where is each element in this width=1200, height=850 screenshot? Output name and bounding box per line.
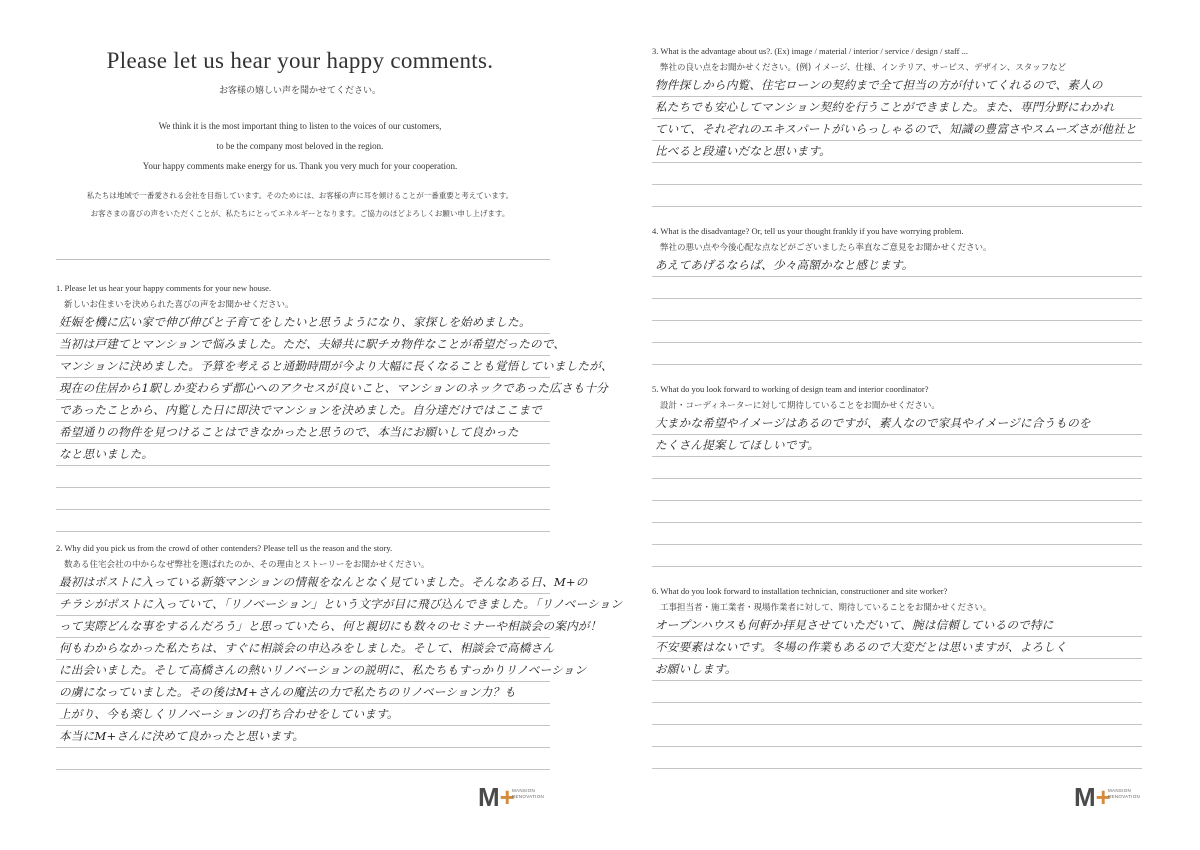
- intro-ja-line: 私たちは地域で一番愛される会社を目指しています。そのためには、お客様の声に耳を傾けることが一番重要と考えています。: [86, 191, 514, 200]
- answer-4: [652, 255, 1142, 365]
- question-5-en: 5. What do you look forward to working of design team and interior coordinator?: [652, 384, 929, 394]
- logo-plus: +: [1095, 782, 1111, 812]
- intro-en-line: Your happy comments make energy for us. Thank you very much for your cooperation.: [142, 161, 458, 171]
- answer-line: [652, 277, 1142, 299]
- answer-line: [652, 343, 1142, 365]
- answer-line: 上がり、今も楽しくリノベーションの打ち合わせをしています。: [56, 704, 550, 726]
- intro-divider: [56, 259, 550, 260]
- answer-6: [652, 615, 1142, 769]
- answer-line: [652, 747, 1142, 769]
- logo-letter: M: [478, 782, 500, 812]
- logo-plus: +: [499, 782, 515, 812]
- answer-line: 本当にM+さんに決めて良かったと思います。: [56, 726, 550, 748]
- answer-line: 妊娠を機に広い家で伸び伸びと子育てをしたいと思うようになり、家探しを始めました。: [56, 312, 550, 334]
- question-4-en: 4. What is the disadvantage? Or, tell us your thought frankly if you have worrying problem.: [652, 226, 964, 236]
- answer-line: [652, 163, 1142, 185]
- question-6-ja: 工事担当者・施工業者・現場作業者に対して、期待していることをお聞かせください。: [660, 603, 992, 613]
- answer-line: であったことから、内覧した日に即決でマンションを決めました。自分達だけではここまで: [56, 400, 550, 422]
- question-5-ja: 設計・コーディネーターに対して期待していることをお聞かせください。: [660, 401, 940, 411]
- answer-line: [652, 523, 1142, 545]
- answer-line: [56, 466, 550, 488]
- question-1-section: [56, 283, 613, 532]
- logo-mark: [1074, 782, 1111, 812]
- answer-line: って実際どんな事をするんだろう」と思っていたら、何と親切にも数々のセミナーや相談会の案内が！: [56, 616, 550, 638]
- question-6-en: 6. What do you look forward to installation technician, constructioner and site worker?: [652, 586, 948, 596]
- answer-1: [56, 312, 613, 532]
- answer-line: なと思いました。: [56, 444, 550, 466]
- question-4-section: [652, 226, 1142, 365]
- answer-line: 希望通りの物件を見つけることはできなかったと思うので、本当にお願いして良かった: [56, 422, 550, 444]
- answer-line: お願いします。: [652, 659, 1142, 681]
- answer-line: [652, 479, 1142, 501]
- logo-letter: M: [1074, 782, 1096, 812]
- question-2-ja: 数ある住宅会社の中からなぜ弊社を選ばれたのか、その理由とストーリーをお聞かせください。: [64, 560, 430, 570]
- answer-line: 不安要素はないです。冬場の作業もあるので大変だとは思いますが、よろしく: [652, 637, 1142, 659]
- answer-line: 現在の住居から1駅しか変わらず都心へのアクセスが良いこと、マンションのネックであった広さも十分: [56, 378, 550, 400]
- question-1-en: 1. Please let us hear your happy comments for your new house.: [56, 283, 272, 293]
- answer-line: オープンハウスも何軒か拝見させていただいて、腕は信頼しているので特に: [652, 615, 1142, 637]
- page-title-ja: お客様の嬉しい声を聞かせてください。: [218, 86, 381, 96]
- question-3-en: 3. What is the advantage about us?. (Ex) image / material / interior / service / design / staff ...: [652, 46, 968, 56]
- answer-line: [56, 748, 550, 770]
- question-4-ja: 弊社の悪い点や今後心配な点などがございましたら率直なご意見をお聞かせください。: [660, 243, 992, 253]
- page-title: Please let us hear your happy comments.: [106, 48, 494, 73]
- answer-line: 何もわからなかった私たちは、すぐに相談会の申込みをしました。そして、相談会で高橋さん: [56, 638, 550, 660]
- logo-sub-line: RENOVATION: [1108, 794, 1141, 799]
- answer-line: たくさん提案してほしいです。: [652, 435, 1142, 457]
- question-3-section: [652, 46, 1142, 207]
- answer-line: [56, 510, 550, 532]
- answer-line: [652, 703, 1142, 725]
- answer-5: [652, 413, 1142, 567]
- logo-sub-line: RENOVATION: [512, 794, 545, 799]
- answer-line: 当初は戸建てとマンションで悩みました。ただ、夫婦共に駅チカ物件なことが希望だったので、: [56, 334, 550, 356]
- answer-line: [652, 185, 1142, 207]
- answer-line: [652, 321, 1142, 343]
- logo-mark: [478, 782, 515, 812]
- logo-sub-line: MANSION: [1108, 788, 1132, 793]
- answer-3: [652, 75, 1142, 207]
- brand-logo: [478, 782, 545, 812]
- question-6-section: [652, 586, 1142, 769]
- intro-japanese: [40, 187, 560, 223]
- answer-line: 大まかな希望やイメージはあるのですが、素人なので家具やイメージに合うものを: [652, 413, 1142, 435]
- answer-line: 最初はポストに入っている新築マンションの情報をなんとなく見ていました。そんなある日、M+の: [56, 572, 550, 594]
- logo-subtitle: [1108, 788, 1141, 800]
- answer-line: マンションに決めました。予算を考えると通勤時間が今より大幅に長くなることも覚悟していましたが、: [56, 356, 550, 378]
- logo-sub-line: MANSION: [512, 788, 536, 793]
- answer-line: あえてあげるならば、少々高額かなと感じます。: [652, 255, 1142, 277]
- answer-2: [56, 572, 623, 770]
- question-5-section: [652, 384, 1142, 567]
- brand-logo: [1074, 782, 1141, 812]
- answer-line: 比べると段違いだなと思います。: [652, 141, 1142, 163]
- question-2-en: 2. Why did you pick us from the crowd of other contenders? Please tell us the reason and the story.: [56, 543, 393, 553]
- answer-line: [652, 545, 1142, 567]
- answer-line: [652, 501, 1142, 523]
- answer-line: 私たちでも安心してマンション契約を行うことができました。また、専門分野にわかれ: [652, 97, 1142, 119]
- intro-en-line: to be the company most beloved in the region.: [216, 141, 384, 151]
- answer-line: [652, 457, 1142, 479]
- answer-line: [56, 488, 550, 510]
- answer-line: チラシがポストに入っていて、「リノベーション」という文字が目に飛び込んできました。「リノベーション: [56, 594, 550, 616]
- question-2-section: [56, 543, 623, 770]
- question-3-ja: 弊社の良い点をお聞かせください。(例) イメージ、仕様、インテリア、サービス、デザイン、スタッフなど: [660, 63, 1067, 73]
- answer-line: に出会いました。そして高橋さんの熱いリノベーションの説明に、私たちもすっかりリノベーション: [56, 660, 550, 682]
- answer-line: [652, 681, 1142, 703]
- answer-line: [652, 299, 1142, 321]
- answer-line: の虜になっていました。その後はM+さんの魔法の力で私たちのリノベーション力？も: [56, 682, 550, 704]
- intro-ja-line: お客さまの喜びの声をいただくことが、私たちにとってエネルギーとなります。ご協力のほどよろしくお願い申し上げます。: [90, 209, 510, 218]
- answer-line: ていて、それぞれのエキスパートがいらっしゃるので、知識の豊富さやスムーズさが他社と: [652, 119, 1142, 141]
- answer-line: [652, 725, 1142, 747]
- logo-subtitle: [512, 788, 545, 800]
- right-page: [600, 0, 1200, 850]
- intro-en-line: We think it is the most important thing to listen to the voices of our customers,: [158, 121, 442, 131]
- answer-line: 物件探しから内覧、住宅ローンの契約まで全て担当の方が付いてくれるので、素人の: [652, 75, 1142, 97]
- question-1-ja: 新しいお住まいを決められた喜びの声をお聞かせください。: [64, 300, 294, 310]
- intro-english: [40, 116, 560, 176]
